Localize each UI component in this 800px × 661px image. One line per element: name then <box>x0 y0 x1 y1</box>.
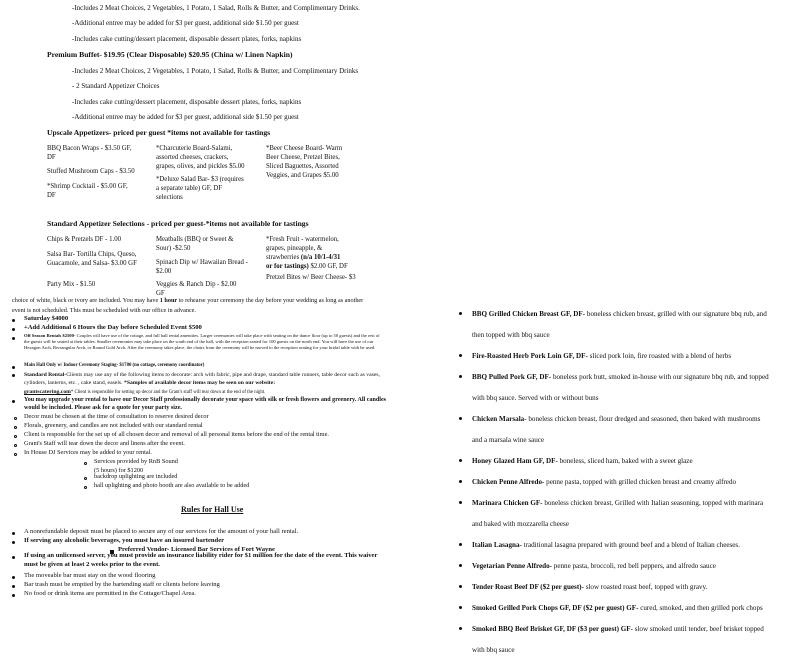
premium-additional-entree-line: -Additional entree may be added for $3 per guest, additional side $1.50 per guest <box>72 113 299 121</box>
rehearsal-schedule-line: event is not scheduled. This must be scheduled with our office in advance. <box>12 307 196 314</box>
menu-item-description: sliced pork loin, fire roasted with a blend of herbs <box>589 352 732 360</box>
menu-item-description: boneless chicken breast, flour dredged and seasoned, then baked with mushrooms and a marsala wine sauce <box>472 415 761 444</box>
premium-buffet-title: Premium Buffet- $19.95 (Clear Disposable) $20.95 (China w/ Linen Napkin) <box>47 50 293 59</box>
upscale-item-shrimp-cocktail: *Shrimp Cocktail - $5.00 GF, DF <box>47 183 128 199</box>
standard-item-party-mix: Party Mix - $1.50 <box>47 281 96 288</box>
florals-line: Florals, greenery, and candles are not included with our standard rental <box>24 422 203 429</box>
standard-item-salsa-bar: Salsa Bar- Tortilla Chips, Queso, Guacamole, and Salsa- $3.00 GF <box>47 251 137 267</box>
menu-item-name: BBQ Pulled Pork GF, DF- <box>472 373 552 381</box>
standard-item-meatballs: Meatballs (BBQ or Sweet & Sour) -$2.50 <box>156 236 234 252</box>
samples-note: *Samples of available decor items may be seen on our website: <box>123 380 276 387</box>
bullet-icon <box>12 532 15 535</box>
circle-bullet-icon <box>84 477 87 480</box>
bullet-icon <box>12 556 15 559</box>
menu-item-name: Vegetarian Penne Alfredo- <box>472 562 552 570</box>
menu-item <box>472 346 772 367</box>
rehearsal-line <box>12 297 363 304</box>
menu-item <box>472 598 772 619</box>
menu-item <box>472 535 772 556</box>
standard-rental-text: Clients may use any of the following items to decorate: arch with fabric, pipe and drape, standard table runners, table decor such as vases, cylinders, lanterns, etc. , cake stand, easels. <box>24 372 381 387</box>
decor-must-line: Decor must be chosen at the time of consultation to reserve desired decor <box>24 413 209 420</box>
standard-rental-title: Standard Rental- <box>24 372 67 378</box>
menu-item <box>472 577 772 598</box>
buffet-includes-line: -Includes 2 Meat Choices, 2 Vegetables, 1 Potato, 1 Salad, Rolls & Butter, and Complimentary Drinks. <box>72 4 360 12</box>
menu-item-description: slow smoked until tender, beef brisket topped with bbq sauce <box>472 625 764 654</box>
circle-bullet-icon <box>14 417 17 420</box>
menu-item <box>472 493 772 535</box>
overlay-rental-page <box>0 296 400 600</box>
premium-includes-line: -Includes 2 Meat Choices, 2 Vegetables, 1 Potato, 1 Salad, Rolls & Butter, and Complimentary Drinks <box>72 67 359 75</box>
standard-item-spinach-dip: Spinach Dip w/ Hawaiian Bread - $2.00 <box>156 259 248 275</box>
dj-price: (5 hours) for $1200 <box>94 467 144 474</box>
menu-item <box>472 556 772 577</box>
standard-item-fresh-fruit <box>266 235 348 271</box>
website-link[interactable]: grantscatering.com <box>24 388 71 395</box>
rule-no-food: No food or drink items are permitted in the Cottage/Chapel Area. <box>24 590 196 597</box>
bullet-icon <box>459 312 462 315</box>
rehearsal-hour: 1 hour <box>159 297 178 304</box>
fresh-fruit-price: $2.00 GF, DF <box>310 263 348 270</box>
cake-cutting-line: -Includes cake cutting/dessert placement, disposable dessert plates, forks, napkins <box>72 35 302 43</box>
dj-services-line: In House DJ Services may be added to your rental. <box>24 449 153 456</box>
client-responsible-note: * Client is responsible for setting up decor and the Grant's staff will tear down at the end of the night. <box>70 389 266 395</box>
upscale-item-beer-cheese-board: *Beer Cheese Board- Warm Beer Cheese, Pretzel Bites, Sliced Baguettes, Assorted Veggies, and Grapes $5.00 <box>266 145 343 179</box>
rule-bar-trash: Bar trash must be emptied by the bartending staff or clients before leaving <box>24 581 220 588</box>
bullet-icon <box>12 328 15 331</box>
menu-item-description: boneless chicken breast, grilled with our signature bbq rub, and then topped with bbq sauce <box>472 310 767 339</box>
dj-provider: Services provided by RnB Sound <box>94 458 178 465</box>
menu-item-description: boneless pork butt, smoked in-house with our signature bbq rub, and topped with bbq sauce. Served with or without buns <box>472 373 769 402</box>
standard-appetizers-title: Standard Appetizer Selections - priced per guest-*items not available for tastings <box>47 219 309 228</box>
bullet-icon <box>459 459 462 462</box>
bullet-icon <box>459 627 462 630</box>
circle-bullet-icon <box>14 435 17 438</box>
bullet-icon <box>459 564 462 567</box>
entree-menu-list <box>472 304 772 661</box>
rehearsal-text: choice of white, black or ivory are included. You may have <box>12 297 159 304</box>
menu-item-name: Italian Lasagna- <box>472 541 522 549</box>
menu-item-name: Smoked BBQ Beef Brisket GF, DF ($3 per guest) GF- <box>472 625 633 633</box>
bullet-icon <box>459 606 462 609</box>
menu-item-name: BBQ Grilled Chicken Breast GF, DF- <box>472 310 586 318</box>
menu-item-description: cured, smoked, and then grilled pork chops <box>640 604 763 612</box>
circle-bullet-icon <box>84 462 87 465</box>
fresh-fruit-availability: (n/a 10/1-4/31 or for tastings) <box>266 254 341 270</box>
menu-item <box>472 304 772 346</box>
dj-uplighting: hall uplighting and photo booth are also available to be added <box>94 482 250 489</box>
rule-moveable-bar: The moveable bar must stay on the wood flooring <box>24 572 156 579</box>
staff-teardown-line: Grant's Staff will tear down the decor and linens after the event. <box>24 440 185 447</box>
bullet-icon <box>459 543 462 546</box>
bullet-icon <box>459 417 462 420</box>
bullet-icon <box>12 541 15 544</box>
circle-bullet-icon <box>14 453 17 456</box>
rule-deposit: A nonrefundable deposit must be placed to secure any of our services for the amount of your hall rental. <box>24 528 299 535</box>
upscale-item-bacon-wraps: BBQ Bacon Wraps - $3.50 GF, DF <box>47 145 132 161</box>
fresh-fruit-text: *Fresh Fruit - watermelon, grapes, pineapple, & strawberries <box>266 236 339 261</box>
bullet-icon <box>459 585 462 588</box>
standard-item-pretzel-bites: Pretzel Bites w/ Beer Cheese- $3 <box>266 274 356 281</box>
bullet-icon <box>459 480 462 483</box>
off-season-rentals <box>24 333 384 352</box>
menu-item <box>472 619 772 661</box>
menu-item-name: Honey Glazed Ham GF, DF- <box>472 457 558 465</box>
circle-bullet-icon <box>14 426 17 429</box>
bullet-icon <box>12 319 15 322</box>
bullet-icon <box>459 501 462 504</box>
bullet-icon <box>12 594 15 597</box>
menu-item-name: Marinara Chicken GF- <box>472 499 543 507</box>
bullet-icon <box>459 375 462 378</box>
preferred-vendor: Preferred Vendor- Licensed Bar Services of Fort Wayne <box>118 546 275 553</box>
menu-item-description: penne pasta, broccoli, red bell peppers, and alfredo sauce <box>553 562 716 570</box>
menu-item-name: Smoked Grilled Pork Chops GF, DF ($2 per guest) GF- <box>472 604 639 612</box>
menu-item-description: traditional lasagna prepared with ground beef and a blend of Italian cheeses. <box>523 541 740 549</box>
standard-item-chips: Chips & Pretzels DF - 1.00 <box>47 236 122 243</box>
upscale-item-mushroom-caps: Stuffed Mushroom Caps - $3.50 <box>47 168 135 175</box>
standard-item-veggies-ranch: Veggies & Ranch Dip - $2.00 GF <box>156 281 237 297</box>
rules-title: Rules for Hall Use <box>181 505 244 514</box>
bullet-icon <box>12 374 15 377</box>
dj-backdrop: backdrop uplighting are included <box>94 473 178 480</box>
menu-item-description: boneless, sliced ham, baked with a sweet glaze <box>559 457 693 465</box>
menu-item-description: boneless chicken breast, Grilled with Italian seasoning, topped with marinara and baked with mozzarella cheese <box>472 499 764 528</box>
standard-rental <box>24 371 380 397</box>
menu-item <box>472 472 772 493</box>
menu-item <box>472 409 772 451</box>
upscale-appetizers-title: Upscale Appetizers- priced per guest *items not available for tastings <box>47 128 271 137</box>
menu-item-name: Chicken Marsala- <box>472 415 527 423</box>
bullet-icon <box>12 400 15 403</box>
menu-item <box>472 451 772 472</box>
menu-item <box>472 367 772 409</box>
menu-item-description: slow roasted roast beef, topped with gravy. <box>585 583 708 591</box>
menu-item-name: Fire-Roasted Herb Pork Loin GF, DF- <box>472 352 588 360</box>
off-season-title: Off Season Rentals $2500- <box>24 333 76 338</box>
bullet-icon <box>12 585 15 588</box>
upscale-item-salad-bar: *Deluxe Salad Bar- $3 (requires a separate table) GF, DF selections <box>156 176 244 201</box>
menu-item-description: penne pasta, topped with grilled chicken breast and creamy alfredo <box>546 478 737 486</box>
rule-alcohol: If serving any alcoholic beverages, you must have an insured bartender <box>24 537 225 544</box>
bullet-icon <box>12 366 15 369</box>
off-season-text: Couples will have use of the cottage, and full hall rental amenities. Larger ceremonies will take place with seating on the dance floor (up to 50 guests) and the rest of the guests will be seated at their tables. Smaller ceremonies may take place on the south end of the hall, with the reception seated for 100 guests on the north end. You will have the use of our Hexagon Arch, Rectangular Arch, or Round Gold Arch. After the ceremony takes place, the chairs from the ceremony will be moved to the reception seating for your bridal table with be used. <box>24 333 380 351</box>
bullet-icon <box>12 576 15 579</box>
standard-appetizer-choices-line: - 2 Standard Appetizer Choices <box>72 82 160 90</box>
saturday-price: Saturday $4000 <box>24 315 69 322</box>
upgrade-rental: You may upgrade your rental to have our Decor Staff professionally decorate your space with silk or fresh flowers and greenery. All candles would be included. Please ask for a quote for your party size. <box>24 397 387 412</box>
bullet-icon <box>12 337 15 340</box>
rehearsal-tail: to rehearse your ceremony the day before your wedding as long as another <box>178 297 364 304</box>
additional-hours-price: +Add Additional 6 Hours the Day before Scheduled Event $500 <box>24 324 202 331</box>
menu-item-name: Chicken Penne Alfredo- <box>472 478 545 486</box>
premium-cake-cutting-line: -Includes cake cutting/dessert placement, disposable dessert plates, forks, napkins <box>72 98 302 106</box>
menu-item-name: Tender Roast Beef DF ($2 per guest)- <box>472 583 584 591</box>
client-setup-line: Client is responsible for the set up of all chosen decor and removal of all personal items before the end of the rental time. <box>24 431 329 438</box>
additional-entree-line: -Additional entree may be added for $3 per guest, additional side $1.50 per guest <box>72 19 299 27</box>
circle-bullet-icon <box>84 486 87 489</box>
rule-unlicensed-server: If using an unlicensed server, you must provide an insurance liability rider for $1 million for the date of the event. This waiver must be given at least 2 weeks prior to the event. <box>24 552 378 568</box>
upscale-item-charcuterie: *Charcuterie Board-Salami, assorted cheeses, crackers, grapes, olives, and pickles $5.00 <box>156 145 245 170</box>
bullet-icon <box>459 354 462 357</box>
main-hall-only: Main Hall Only w/ Indoor Ceremony Staging- $1700 (no cottage, ceremony coordinator) <box>24 363 205 368</box>
circle-bullet-icon <box>14 444 17 447</box>
